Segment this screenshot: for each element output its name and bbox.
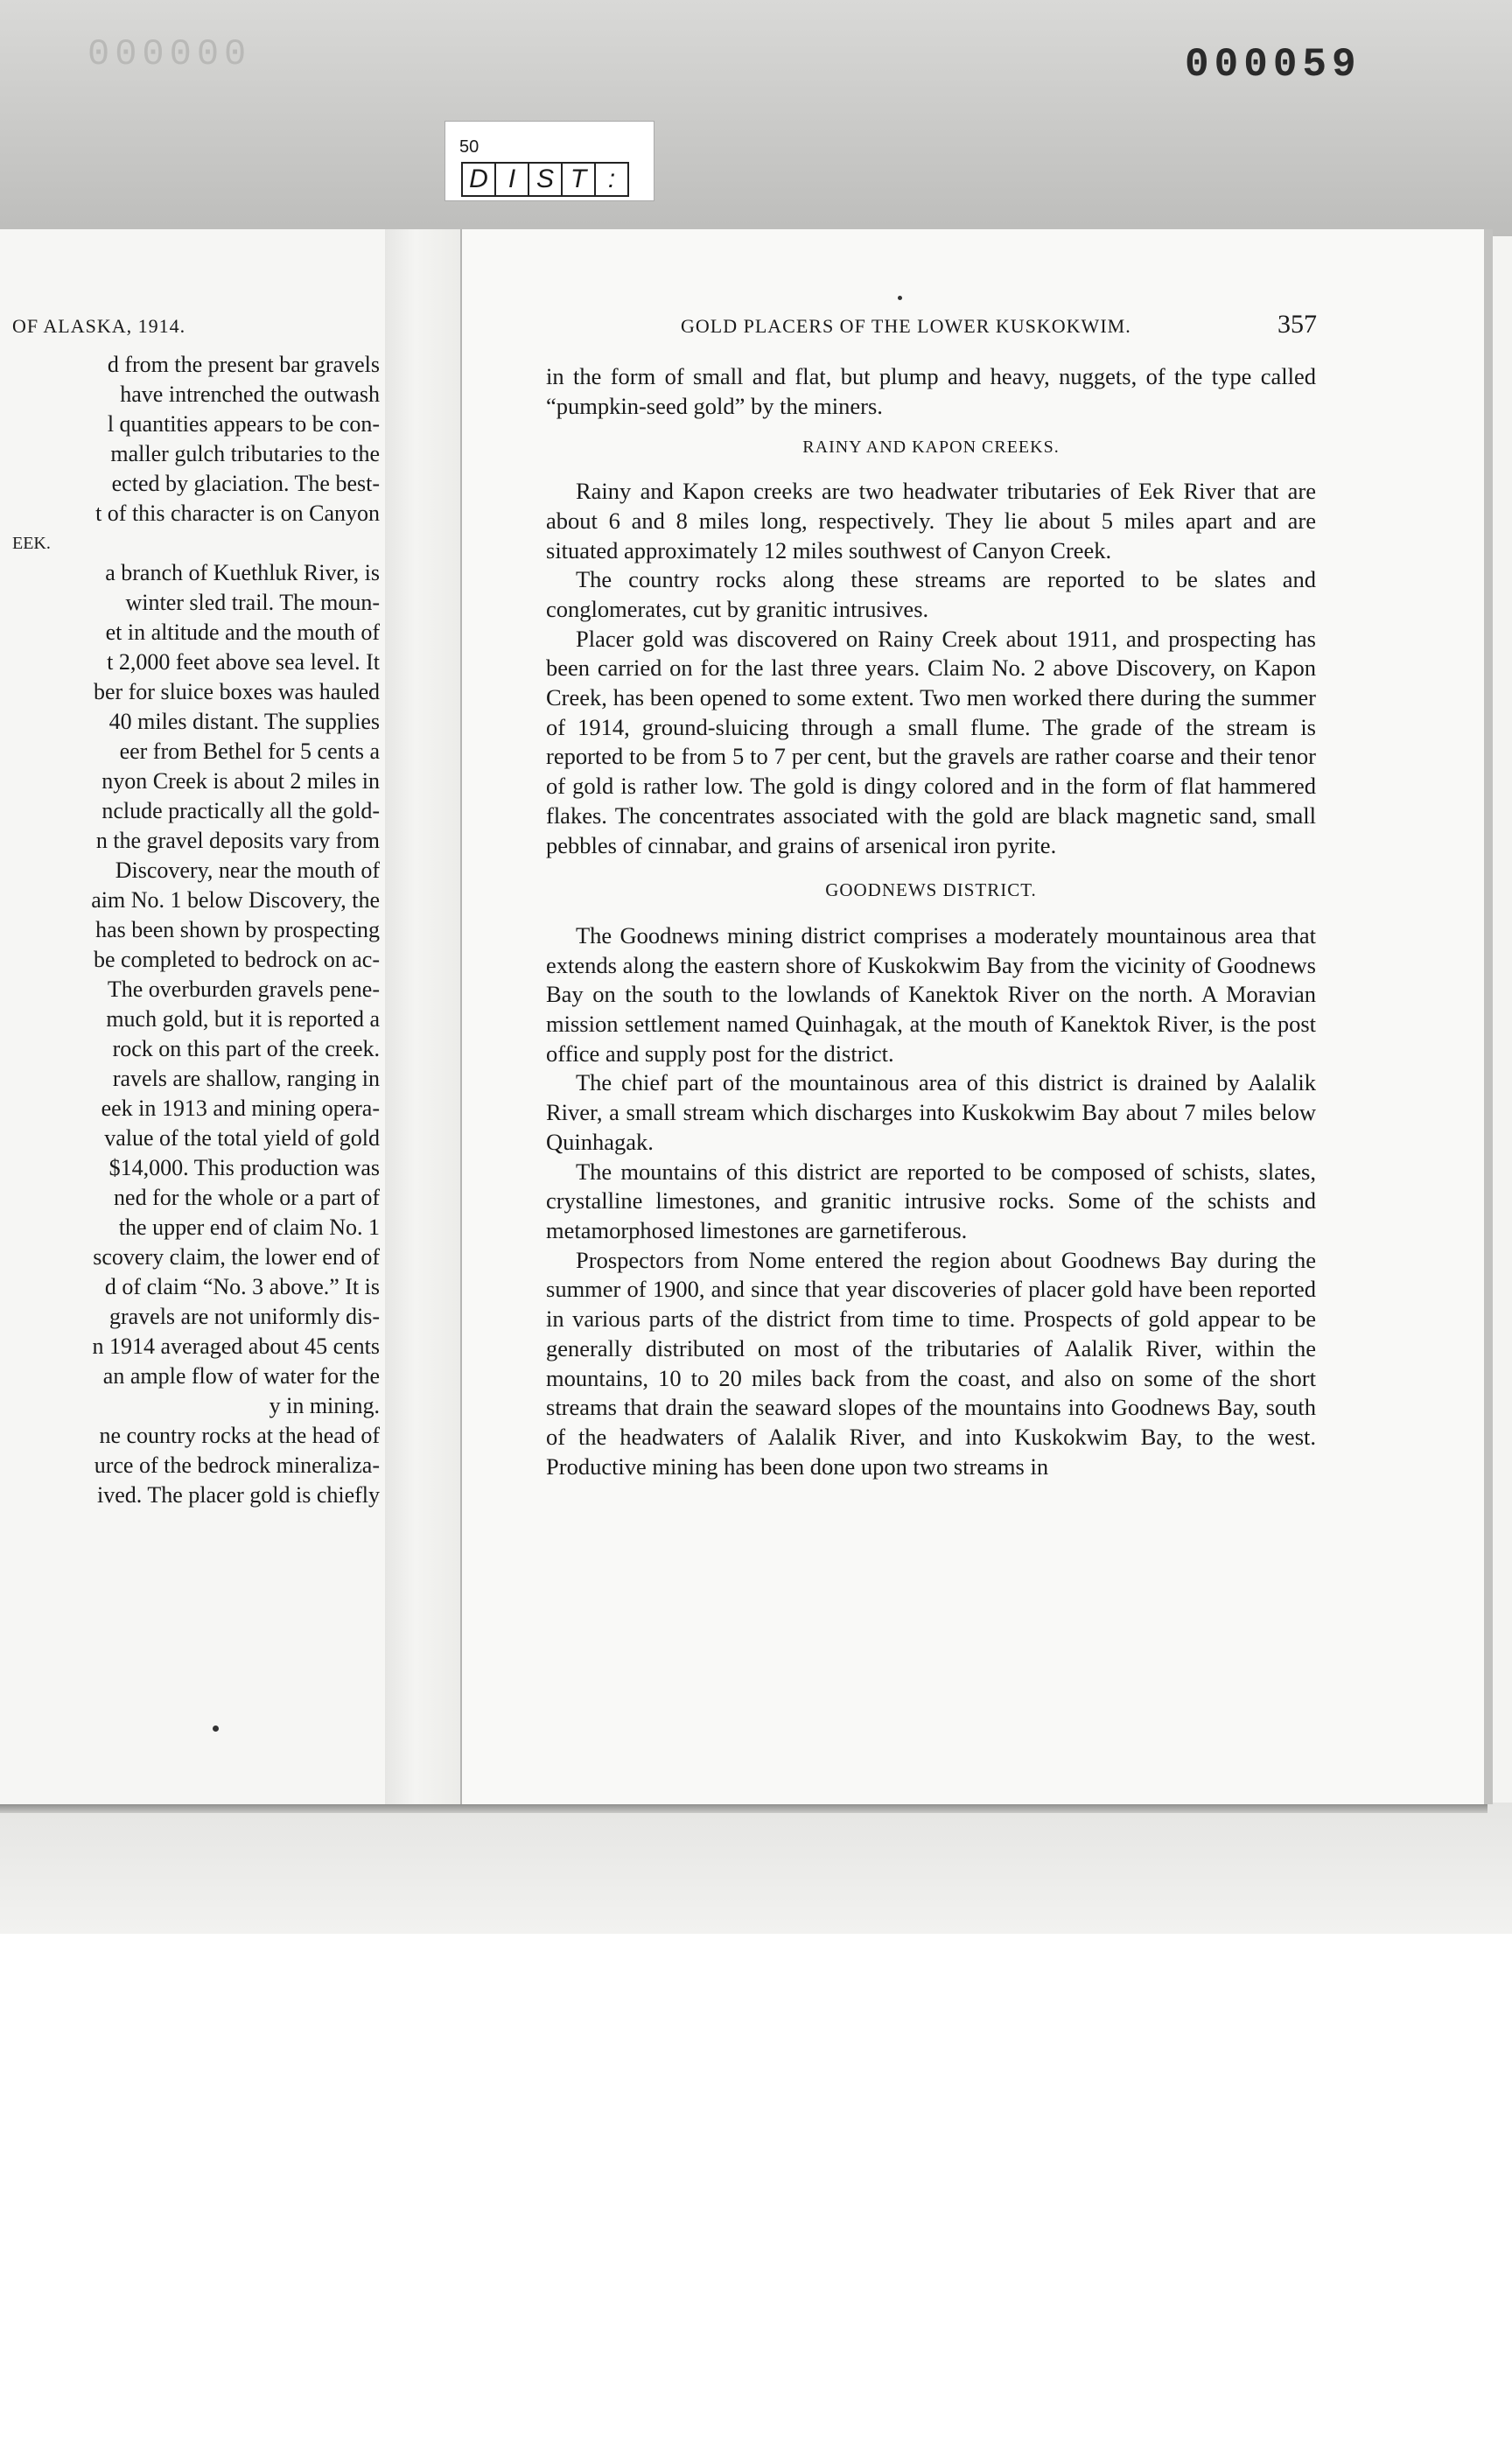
left-text-line: d of claim “No. 3 above.” It is (104, 1274, 380, 1299)
right-page (460, 229, 1493, 1804)
left-text-line: eer from Bethel for 5 cents a (119, 738, 380, 764)
paragraph: Prospectors from Nome entered the region about Goodnews Bay during the summer of 1900, and since that year discoveries of placer gold have been reported in various parts of the district from time to time. Prospects of gold appear to be generally distributed on most of the tributaries of Aalalik River, within the mountains, 10 to 20 miles back from the coast, and also on some of the short streams that drain the seaward slopes of the mountains into Goodnews Bay, south of the headwaters of Aalalik River, and into Kuskokwim Bay, to the west. Productive mining has been done upon two streams in (546, 1246, 1316, 1480)
left-text-line: value of the total yield of gold (104, 1125, 380, 1151)
left-text-line: much gold, but it is reported a (106, 1006, 380, 1032)
section-heading: GOODNEWS DISTRICT. (825, 879, 1037, 901)
left-text-line: winter sled trail. The moun- (125, 590, 380, 615)
opening-paragraph: in the form of small and flat, but plump and heavy, nuggets, of the type called “pumpkin-seed gold” by the miners. (546, 363, 1316, 419)
paragraph: The chief part of the mountainous area of this district is drained by Aalalik River, a small stream which discharges into Kuskokwim Bay about 7 miles below Quinhagak. (546, 1069, 1316, 1155)
left-text-line: y in mining. (269, 1393, 380, 1418)
left-text-line: ived. The placer gold is chiefly (97, 1482, 380, 1508)
paragraph: The mountains of this district are reported to be composed of schists, slates, crystalline limestones, and granitic intrusive rocks. Some of the schists and metamorphosed limestones are garnetiferous. (546, 1158, 1316, 1243)
tab-letter: D (463, 164, 496, 195)
left-text-line: n the gravel deposits vary from (95, 828, 380, 853)
page-stamp: 000059 (1185, 42, 1362, 88)
left-text-line: an ample flow of water for the (102, 1363, 380, 1389)
left-text-line: 40 miles distant. The supplies (108, 709, 380, 734)
left-text-line: have intrenched the outwash (120, 382, 380, 407)
left-text-line: nclude practically all the gold- (102, 798, 380, 823)
left-text-line: n 1914 averaged about 45 cents (92, 1334, 380, 1359)
tab-letter: T (563, 164, 596, 195)
left-text-line: ber for sluice boxes was hauled (93, 679, 380, 704)
left-text-line: ravels are shallow, ranging in (112, 1066, 380, 1091)
paragraph: The country rocks along these streams are reported to be slates and conglomerates, cut by granitic intrusives. (546, 566, 1316, 622)
left-text-line: has been shown by prospecting (95, 917, 380, 942)
left-page-text (12, 350, 380, 1510)
tab-letter: I (496, 164, 529, 195)
book-gutter (385, 229, 460, 1804)
index-tab (444, 121, 654, 201)
left-text-line: a branch of Kuethluk River, is (105, 560, 380, 585)
left-text-line: ned for the whole or a part of (114, 1185, 380, 1210)
left-text-line: t 2,000 feet above sea level. It (107, 649, 380, 675)
left-page (0, 229, 387, 1804)
left-text-line: Discovery, near the mouth of (115, 858, 380, 883)
left-text-line: scovery claim, the lower end of (93, 1244, 380, 1270)
section-heading: RAINY AND KAPON CREEKS. (802, 438, 1060, 458)
paragraph: The Goodnews mining district comprises a moderately mountainous area that extends along the eastern shore of Kuskokwim Bay from the vicinity of Goodnews Bay on the south to the lowlands of Kanektok River on the north. A Moravian mission settlement named Quinhagak, at the mouth of Kanektok River, is the post office and supply post for the district. (546, 921, 1316, 1067)
speck (213, 1726, 219, 1732)
page-bottom-edge (0, 1804, 1488, 1813)
running-head-title: GOLD PLACERS OF THE LOWER KUSKOKWIM. (681, 315, 1131, 337)
left-text-line: $14,000. This production was (108, 1155, 380, 1180)
bottom-shadow (0, 1802, 1512, 1934)
left-text-line: nyon Creek is about 2 miles in (102, 768, 380, 794)
left-text-line: gravels are not uniformly dis- (108, 1304, 380, 1329)
right-page-body (546, 362, 1316, 1481)
left-text-line: l quantities appears to be con- (107, 411, 380, 437)
tab-letter-boxes (461, 162, 629, 197)
left-text-line: t of this character is on Canyon (95, 500, 380, 526)
left-text-line: The overburden gravels pene- (107, 976, 380, 1002)
paragraph: Rainy and Kapon creeks are two headwater tributaries of Eek River that are about 6 and 8 miles long, respectively. They lie about 5 miles apart and are situated approximately 12 miles southwest of Canyon Creek. (546, 478, 1316, 564)
left-running-head: OF ALASKA, 1914. (12, 315, 186, 337)
left-text-line: urce of the bedrock mineraliza- (94, 1452, 380, 1478)
page-number: 357 (1278, 310, 1317, 339)
left-text-line: rock on this part of the creek. (112, 1036, 380, 1061)
tab-number: 50 (459, 137, 480, 157)
left-text-line: d from the present bar gravels (107, 352, 380, 377)
left-text-line: aim No. 1 below Discovery, the (91, 887, 380, 913)
tab-letter: S (529, 164, 563, 195)
left-text-line: maller gulch tributaries to the (110, 441, 380, 466)
faint-page-stamp: 000000 (88, 33, 252, 75)
left-text-line: eek in 1913 and mining opera- (101, 1096, 380, 1121)
left-text-line: et in altitude and the mouth of (105, 620, 380, 645)
left-text-line: ected by glaciation. The best- (111, 471, 380, 496)
left-text-line: the upper end of claim No. 1 (118, 1214, 380, 1240)
left-text-line: ne country rocks at the head of (99, 1423, 380, 1448)
left-text-line: EEK. (12, 534, 51, 553)
speck (898, 296, 902, 300)
left-text-line: be completed to bedrock on ac- (93, 947, 380, 972)
paragraph: Placer gold was discovered on Rainy Creek about 1911, and prospecting has been carried on for the last three years. Claim No. 2 above Discovery, on Kapon Creek, has been opened to some extent. Two men worked there during the summer of 1914, ground-sluicing through a small flume. The grade of the stream is reported to be from 5 to 7 per cent, but the gravels are rather coarse and their tenor of gold is rather low. The gold is dingy colored and in the form of flat hammered flakes. The concentrates associated with the gold are black magnetic sand, small pebbles of cinnabar, and grains of arsenical iron pyrite. (546, 625, 1316, 858)
tab-letter: : (607, 164, 616, 193)
